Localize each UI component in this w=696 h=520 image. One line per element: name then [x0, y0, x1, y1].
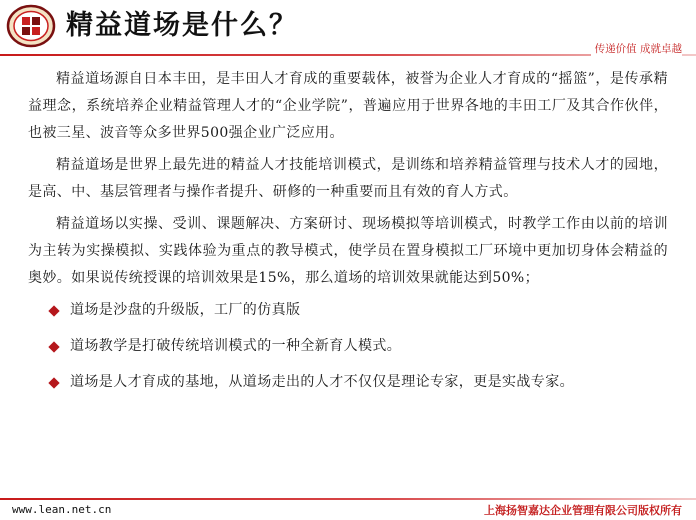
paragraph-definition: 精益道场是世界上最先进的精益人才技能培训模式，是训练和培养精益管理与技术人才的园地，是高、中、基层管理者与操作者提升、研修的一种重要而且有效的育人方式。 [28, 157, 668, 200]
footer-divider [0, 498, 696, 500]
list-item [28, 333, 668, 360]
list-item [28, 297, 668, 324]
bullet-text: 道场是沙盘的升级版，工厂的仿真版 [70, 302, 301, 318]
slogan: 传递价值 成就卓越 [591, 41, 682, 56]
bullet-list [28, 297, 668, 396]
list-item [28, 369, 668, 396]
footer-website-link[interactable]: www.lean.net.cn [12, 503, 112, 516]
page-title: 精益道场是什么？ [66, 10, 298, 41]
main-content [28, 66, 668, 405]
paragraph-method: 精益道场以实操、受训、课题解决、方案研讨、现场模拟等培训模式，时教学工作由以前的培训为主转为实操模拟、实践体验为重点的教导模式，使学员在置身模拟工厂环境中更加切身体会精益的奥妙。如果说传统授课的培训效果是15%，那么道场的培训效果就能达到50%； [28, 216, 668, 286]
diamond-bullet-icon [48, 377, 59, 388]
company-logo [6, 4, 56, 48]
diamond-bullet-icon [48, 305, 59, 316]
company-logo-icon [6, 4, 56, 48]
paragraph-origin: 精益道场源自日本丰田，是丰田人才育成的重要载体，被誉为企业人才育成的“摇篮”，是传承精益理念，系统培养企业精益管理人才的“企业学院”，普遍应用于世界各地的丰田工厂及其合作伙伴，也被三星、波音等众多世界500强企业广泛应用。 [28, 71, 668, 141]
footer-copyright: 上海扬智嘉达企业管理有限公司版权所有 [484, 504, 682, 517]
bullet-text: 道场是人才育成的基地，从道场走出的人才不仅仅是理论专家，更是实战专家。 [70, 374, 574, 390]
diamond-bullet-icon [48, 341, 59, 352]
bullet-text: 道场教学是打破传统培训模式的一种全新育人模式。 [70, 338, 402, 354]
